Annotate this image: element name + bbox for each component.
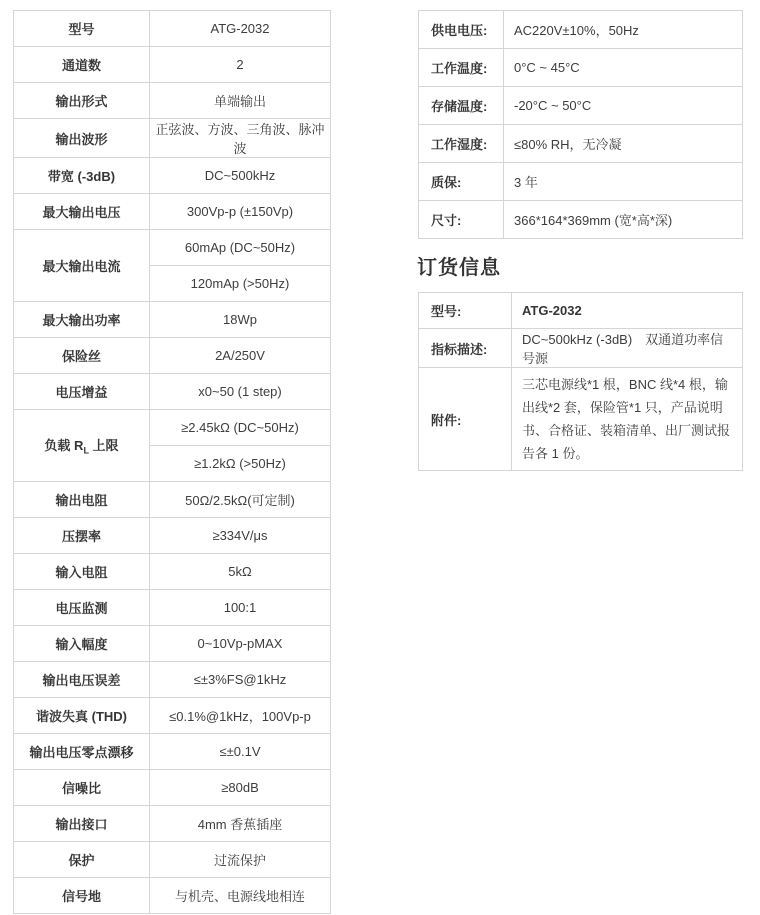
table-row: [14, 662, 331, 698]
spec-value: ≥80dB: [150, 770, 331, 806]
spec-value: ATG-2032: [150, 11, 331, 47]
table-row: [14, 410, 331, 446]
table-row: [419, 329, 743, 368]
spec-label: 信噪比: [14, 770, 150, 806]
spec-value: 50Ω/2.5kΩ(可定制): [150, 482, 331, 518]
spec-label: 输入幅度: [14, 626, 150, 662]
order-table: [418, 292, 743, 471]
table-row: [419, 87, 743, 125]
spec-table: [13, 10, 331, 914]
spec-value: 0~10Vp-pMAX: [150, 626, 331, 662]
spec-value: ≥2.45kΩ (DC~50Hz): [150, 410, 331, 446]
spec-label: 最大输出电压: [14, 194, 150, 230]
table-row: [14, 83, 331, 119]
table-row: [14, 734, 331, 770]
spec-value: 100:1: [150, 590, 331, 626]
spec-value: ≥334V/μs: [150, 518, 331, 554]
table-row: [14, 590, 331, 626]
spec-label: 输出形式: [14, 83, 150, 119]
subscript-l: L: [83, 445, 89, 456]
spec-label: 电压增益: [14, 374, 150, 410]
table-row: [419, 49, 743, 87]
env-label: 工作温度:: [419, 49, 504, 87]
table-row: [14, 626, 331, 662]
spec-label: 负载 $R_L$ 上限: [14, 410, 150, 482]
spec-label: 电压监测: [14, 590, 150, 626]
env-value: 0°C ~ 45°C: [504, 49, 743, 87]
spec-label: 输入电阻: [14, 554, 150, 590]
table-row: [419, 163, 743, 201]
table-row: [14, 698, 331, 734]
spec-label: 谐波失真 (THD): [14, 698, 150, 734]
spec-label: 输出电压零点漂移: [14, 734, 150, 770]
table-row: [419, 201, 743, 239]
spec-label: 保险丝: [14, 338, 150, 374]
spec-value: x0~50 (1 step): [150, 374, 331, 410]
table-row: [14, 230, 331, 266]
table-row: [14, 842, 331, 878]
table-row: [14, 302, 331, 338]
spec-value: 5kΩ: [150, 554, 331, 590]
spec-value: 60mAp (DC~50Hz): [150, 230, 331, 266]
table-row: [14, 554, 331, 590]
table-row: [14, 119, 331, 158]
table-row: [14, 806, 331, 842]
spec-value: 120mAp (>50Hz): [150, 266, 331, 302]
spec-value: 300Vp-p (±150Vp): [150, 194, 331, 230]
env-label: 质保:: [419, 163, 504, 201]
spec-label: 输出接口: [14, 806, 150, 842]
order-section-title: 订货信息: [417, 257, 501, 279]
table-row: [14, 338, 331, 374]
order-label: 附件:: [419, 368, 512, 471]
env-value: 366*164*369mm (宽*高*深): [504, 201, 743, 239]
spec-label: 输出电压误差: [14, 662, 150, 698]
env-label: 存储温度:: [419, 87, 504, 125]
spec-value: 正弦波、方波、三角波、脉冲波: [150, 119, 331, 158]
spec-value: ≤0.1%@1kHz，100Vp-p: [150, 698, 331, 734]
spec-label: 输出电阻: [14, 482, 150, 518]
spec-value: ≥1.2kΩ (>50Hz): [150, 446, 331, 482]
env-value: AC220V±10%，50Hz: [504, 11, 743, 49]
table-row: [14, 878, 331, 914]
order-label: 型号:: [419, 293, 512, 329]
spec-label: 信号地: [14, 878, 150, 914]
spec-value: 2: [150, 47, 331, 83]
spec-value: 单端输出: [150, 83, 331, 119]
order-label: 指标描述:: [419, 329, 512, 368]
table-row: [419, 11, 743, 49]
table-row: [419, 368, 743, 471]
spec-label: 带宽 (-3dB): [14, 158, 150, 194]
spec-value: 过流保护: [150, 842, 331, 878]
env-value: -20°C ~ 50°C: [504, 87, 743, 125]
env-value: ≤80% RH，无冷凝: [504, 125, 743, 163]
spec-label: 保护: [14, 842, 150, 878]
env-label: 尺寸:: [419, 201, 504, 239]
spec-value: 2A/250V: [150, 338, 331, 374]
table-row: [14, 482, 331, 518]
environment-table: [418, 10, 743, 239]
spec-label: 最大输出电流: [14, 230, 150, 302]
order-spec-value: DC~500kHz (-3dB) 双通道功率信号源: [512, 329, 743, 368]
spec-label: 输出波形: [14, 119, 150, 158]
spec-value: ≤±3%FS@1kHz: [150, 662, 331, 698]
spec-value: 4mm 香蕉插座: [150, 806, 331, 842]
table-row: [14, 194, 331, 230]
table-row: [419, 125, 743, 163]
spec-value: DC~500kHz: [150, 158, 331, 194]
table-row: [14, 158, 331, 194]
order-model-value: ATG-2032: [512, 293, 743, 329]
env-label: 工作湿度:: [419, 125, 504, 163]
table-row: [14, 11, 331, 47]
table-row: [14, 518, 331, 554]
spec-value: ≤±0.1V: [150, 734, 331, 770]
spec-label: 最大输出功率: [14, 302, 150, 338]
table-row: [14, 47, 331, 83]
table-row: [419, 293, 743, 329]
spec-label: 型号: [14, 11, 150, 47]
spec-label: 压摆率: [14, 518, 150, 554]
table-row: [14, 374, 331, 410]
env-label: 供电电压:: [419, 11, 504, 49]
table-row: [14, 770, 331, 806]
spec-value: 18Wp: [150, 302, 331, 338]
spec-value: 与机壳、电源线地相连: [150, 878, 331, 914]
spec-label: 通道数: [14, 47, 150, 83]
env-value: 3 年: [504, 163, 743, 201]
order-accessories-value: 三芯电源线*1 根，BNC 线*4 根，输出线*2 套，保险管*1 只，产品说明书、合格证、装箱清单、出厂测试报告各 1 份。: [512, 368, 743, 471]
